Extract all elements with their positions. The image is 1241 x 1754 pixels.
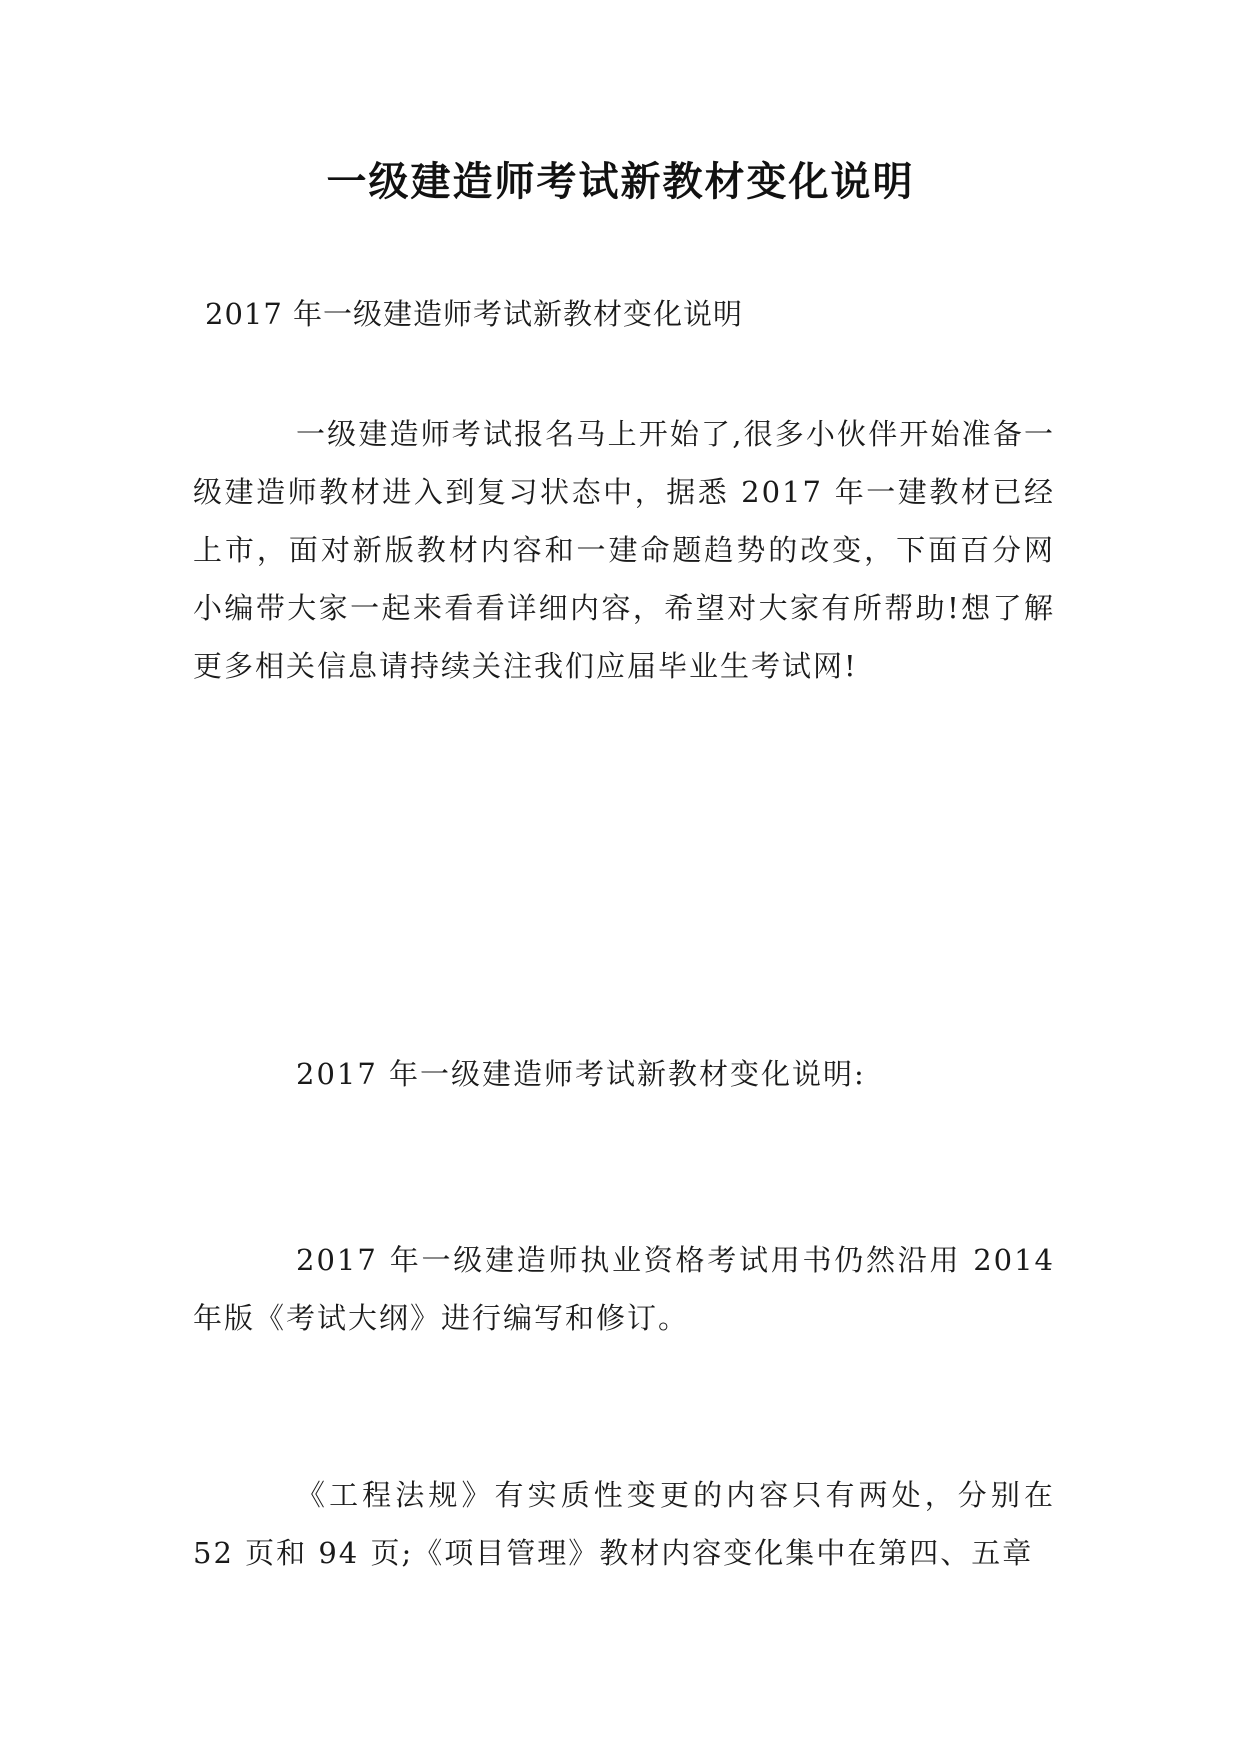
changes-paragraph: 《工程法规》有实质性变更的内容只有两处，分别在 52 页和 94 页;《项目管理》教材内容变化集中在第四、五章 xyxy=(193,1478,1055,1570)
intro-paragraph: 一级建造师考试报名马上开始了,很多小伙伴开始准备一级建造师教材进入到复习状态中，据悉 2017 年一建教材已经上市，面对新版教材内容和一建命题趋势的改变，下面百分网小编带大家一起来看看详细内容，希望对大家有所帮助!想了解更多相关信息请持续关注我们应届毕业生考试网! xyxy=(193,417,1055,683)
document-subtitle: 2017 年一级建造师考试新教材变化说明 xyxy=(205,297,744,331)
section-heading: 2017 年一级建造师考试新教材变化说明: xyxy=(296,1057,866,1091)
basis-paragraph: 2017 年一级建造师执业资格考试用书仍然沿用 2014 年版《考试大纲》进行编写和修订。 xyxy=(193,1243,1055,1335)
page-title: 一级建造师考试新教材变化说明 xyxy=(326,159,915,205)
